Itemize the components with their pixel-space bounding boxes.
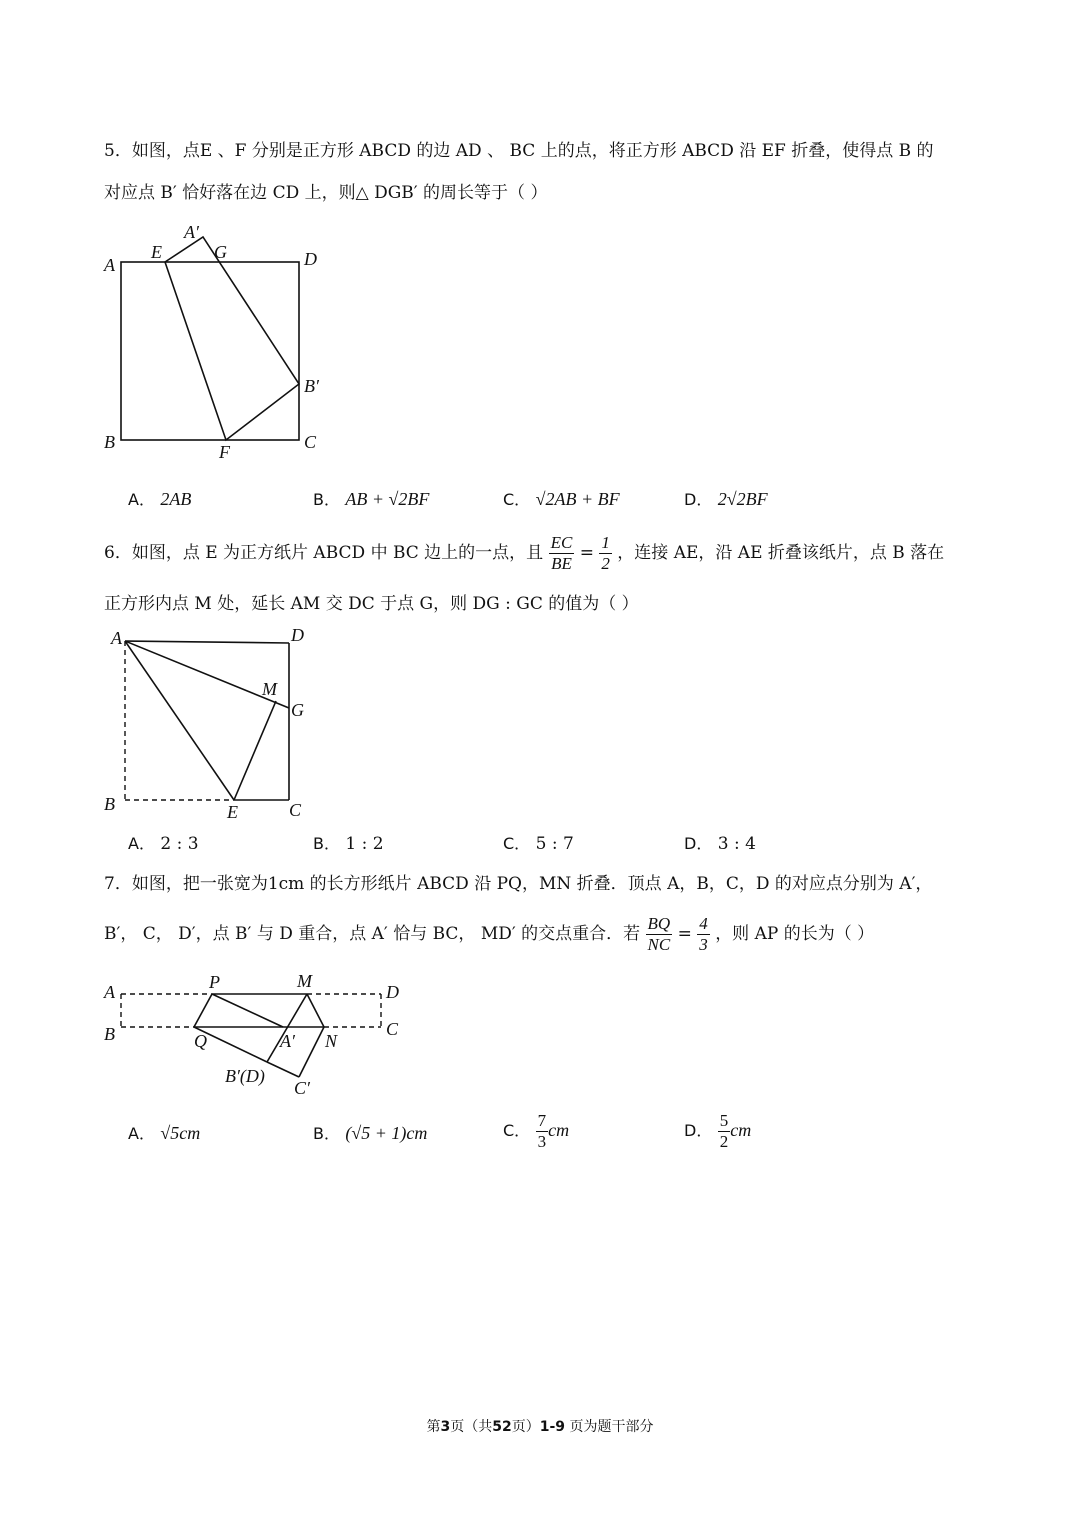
footer-pre: 第: [426, 1419, 441, 1435]
q5-label-E: E: [151, 242, 162, 262]
q5-label-B: B: [104, 432, 115, 452]
q7-line-mn: [307, 994, 324, 1027]
q7-option-d: [684, 1110, 751, 1152]
q7-ratio-den: 3: [699, 935, 708, 954]
q7-option-b-label: B．: [313, 1124, 340, 1143]
q5-option-d-label: D．: [684, 490, 713, 509]
q7-equals: =: [677, 924, 692, 944]
q7-label-A1: A′: [280, 1031, 295, 1051]
q7-option-d-label: D．: [684, 1121, 713, 1140]
q7-option-c: [503, 1110, 569, 1152]
q6-label-C: C: [289, 800, 302, 820]
q5-label-F: F: [219, 442, 230, 462]
q6-option-a-label: A．: [128, 834, 155, 853]
q6-frac-num: EC: [550, 533, 573, 552]
q6-label-A: A: [111, 628, 122, 648]
q5-stem-line1: 5．如图，点E 、F 分别是正方形 ABCD 的边 AD 、 BC 上的点，将正方形 ABCD 沿 EF 折叠，使得点 B 的: [104, 141, 934, 161]
q7-line-md1: [267, 994, 307, 1062]
q7-line-nc1: [299, 1027, 324, 1077]
q6-option-b-text: 1 : 2: [345, 834, 384, 854]
footer-post: 页）: [511, 1419, 540, 1435]
footer-mid: 页（共: [450, 1419, 493, 1435]
q6-option-c-label: C．: [503, 834, 531, 853]
q7-option-a-text: √5cm: [160, 1123, 201, 1143]
q7-label-Q: Q: [194, 1031, 207, 1051]
q5-option-c-label: C．: [503, 490, 531, 509]
q6-frac-den: BE: [551, 554, 572, 573]
q7-frac-den: NC: [647, 935, 671, 954]
q7-option-b-text: (√5 + 1)cm: [345, 1123, 428, 1143]
footer-tail: 页为题干部分: [565, 1419, 654, 1435]
q7-option-c-label: C．: [503, 1121, 531, 1140]
q7-stem-part2: ，则 AP 的长为（ ）: [715, 924, 875, 944]
q7-stem-line1: 7．如图，把一张宽为1cm 的长方形纸片 ABCD 沿 PQ，MN 折叠．顶点 A，B，C，D 的对应点分别为 A′，: [104, 874, 933, 894]
q7-option-c-den: 3: [537, 1132, 547, 1151]
q5-label-A1: A′: [184, 222, 199, 242]
q7-ratio-num: 4: [699, 914, 708, 933]
q6-label-G: G: [291, 700, 304, 720]
q7-label-C: C: [386, 1019, 399, 1039]
q6-stem-part2: ，连接 AE，沿 AE 折叠该纸片，点 B 落在: [617, 543, 945, 563]
footer-page-number: 3: [440, 1419, 451, 1435]
q6-option-c-text: 5 : 7: [535, 834, 574, 854]
q5-label-A: A: [104, 255, 115, 275]
q7-label-BD: B′(D): [225, 1066, 265, 1086]
q6-stem-part1: 6．如图，点 E 为正方纸片 ABCD 中 BC 边上的一点，且: [104, 543, 544, 563]
q7-stem-part1: B′， C， D′，点 B′ 与 D 重合，点 A′ 恰与 BC， MD′ 的交点重合．若: [104, 924, 641, 944]
q5-label-C: C: [304, 432, 317, 452]
q6-option-b-label: B．: [313, 834, 340, 853]
q6-label-E: E: [227, 802, 238, 822]
q6-label-B: B: [104, 794, 115, 814]
q5-option-b-text: AB + √2BF: [345, 489, 430, 509]
q5-option-a-text: 2AB: [160, 489, 192, 509]
q7-label-C1: C′: [294, 1078, 310, 1098]
q7-option-a: [128, 1121, 200, 1146]
q6-option-d-text: 3 : 4: [717, 834, 756, 854]
footer-range: 1-9: [539, 1419, 566, 1435]
q7-option-d-num: 5: [719, 1111, 729, 1130]
q6-label-D: D: [291, 625, 304, 645]
q7-option-a-label: A．: [128, 1124, 155, 1143]
q7-label-P: P: [209, 972, 220, 992]
q6-label-M: M: [262, 679, 277, 699]
q5-option-c-text: √2AB + BF: [535, 489, 620, 509]
q5-label-G: G: [214, 242, 227, 262]
q5-option-d-text: 2√2BF: [717, 489, 768, 509]
q6-option-d-label: D．: [684, 834, 713, 853]
q6-option-a-text: 2 : 3: [160, 834, 199, 854]
q7-frac-num: BQ: [646, 914, 673, 935]
q7-option-b: [313, 1121, 427, 1146]
q7-option-d-unit: cm: [730, 1120, 752, 1140]
q5-stem-line2: 对应点 B′ 恰好落在边 CD 上，则△ DGB′ 的周长等于（ ）: [104, 183, 548, 203]
q7-label-B: B: [104, 1024, 115, 1044]
page-footer: [0, 1416, 1080, 1436]
q5-option-b-label: B．: [313, 490, 340, 509]
q7-label-M: M: [297, 971, 312, 991]
q7-label-D: D: [386, 982, 399, 1002]
q6-half-num: 1: [601, 533, 610, 552]
q6-equals: =: [579, 543, 594, 563]
q7-option-d-den: 2: [719, 1132, 729, 1151]
q7-option-c-fraction: [536, 1111, 549, 1152]
q6-stem-line2: 正方形内点 M 处，延长 AM 交 DC 于点 G，则 DG : GC 的值为（ ）: [104, 594, 639, 614]
q7-label-N: N: [325, 1031, 338, 1051]
q5-label-D: D: [304, 249, 317, 269]
q5-label-B1: B′: [304, 376, 319, 396]
q7-option-d-fraction: [718, 1111, 731, 1152]
footer-total-pages: 52: [492, 1419, 512, 1435]
q7-option-c-unit: cm: [548, 1120, 570, 1140]
q7-line-pq: [194, 994, 212, 1027]
q5-option-a-label: A．: [128, 490, 155, 509]
q7-line-b1c1: [267, 1062, 299, 1077]
q6-half-den: 2: [601, 554, 610, 573]
q7-line-pa1: [212, 994, 283, 1027]
q7-option-c-num: 7: [537, 1111, 547, 1130]
q7-label-A: A: [104, 982, 115, 1002]
